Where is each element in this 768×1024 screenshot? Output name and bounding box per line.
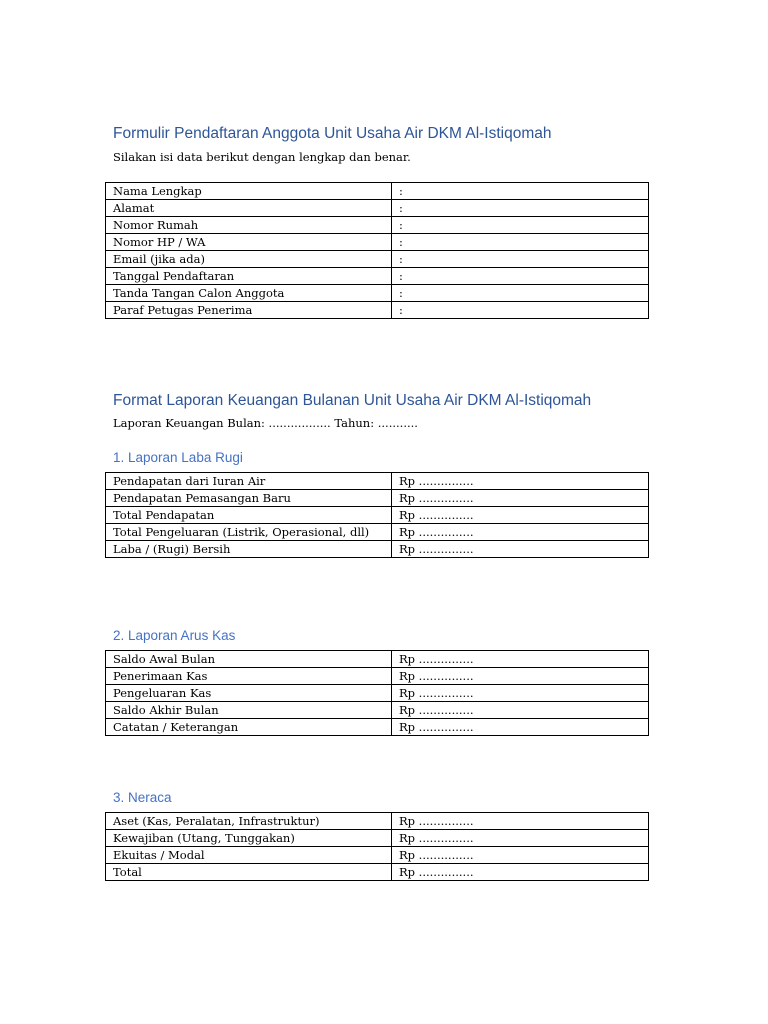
row-value[interactable]: Rp ............... (392, 473, 649, 490)
row-value[interactable]: Rp ............... (392, 847, 649, 864)
table-row (106, 651, 649, 668)
table-row (106, 830, 649, 847)
row-value[interactable]: Rp ............... (392, 830, 649, 847)
table-row (106, 302, 649, 319)
row-label: Laba / (Rugi) Bersih (106, 541, 392, 558)
registration-table (105, 182, 649, 319)
table-row (106, 507, 649, 524)
row-value[interactable]: Rp ............... (392, 668, 649, 685)
table-row (106, 719, 649, 736)
table-row (106, 813, 649, 830)
row-label: Catatan / Keterangan (106, 719, 392, 736)
form-subtitle: Silakan isi data berikut dengan lengkap dan benar. (113, 150, 411, 164)
table-row (106, 685, 649, 702)
field-label: Nama Lengkap (106, 183, 392, 200)
field-value[interactable]: : (392, 268, 649, 285)
table-row (106, 864, 649, 881)
table-row (106, 668, 649, 685)
row-label: Penerimaan Kas (106, 668, 392, 685)
table-row (106, 217, 649, 234)
field-value[interactable]: : (392, 217, 649, 234)
table-row (106, 268, 649, 285)
table-row (106, 234, 649, 251)
field-value[interactable]: : (392, 285, 649, 302)
row-label: Pendapatan Pemasangan Baru (106, 490, 392, 507)
neraca-heading: 3. Neraca (113, 790, 172, 805)
field-label: Paraf Petugas Penerima (106, 302, 392, 319)
report-period-line: Laporan Keuangan Bulan: ................. Tahun: ........... (113, 416, 418, 430)
row-value[interactable]: Rp ............... (392, 541, 649, 558)
table-row (106, 702, 649, 719)
row-value[interactable]: Rp ............... (392, 719, 649, 736)
field-label: Tanda Tangan Calon Anggota (106, 285, 392, 302)
laba-rugi-table (105, 472, 649, 558)
table-row (106, 200, 649, 217)
row-value[interactable]: Rp ............... (392, 490, 649, 507)
row-label: Ekuitas / Modal (106, 847, 392, 864)
table-row (106, 524, 649, 541)
neraca-table (105, 812, 649, 881)
laba-rugi-heading: 1. Laporan Laba Rugi (113, 450, 243, 465)
row-label: Total Pengeluaran (Listrik, Operasional, dll) (106, 524, 392, 541)
row-value[interactable]: Rp ............... (392, 702, 649, 719)
row-label: Total (106, 864, 392, 881)
field-label: Nomor HP / WA (106, 234, 392, 251)
field-value[interactable]: : (392, 183, 649, 200)
row-label: Pendapatan dari Iuran Air (106, 473, 392, 490)
field-value[interactable]: : (392, 234, 649, 251)
arus-kas-heading: 2. Laporan Arus Kas (113, 628, 236, 643)
field-label: Email (jika ada) (106, 251, 392, 268)
row-value[interactable]: Rp ............... (392, 813, 649, 830)
field-value[interactable]: : (392, 200, 649, 217)
row-label: Aset (Kas, Peralatan, Infrastruktur) (106, 813, 392, 830)
field-label: Tanggal Pendaftaran (106, 268, 392, 285)
row-value[interactable]: Rp ............... (392, 651, 649, 668)
arus-kas-table (105, 650, 649, 736)
row-label: Total Pendapatan (106, 507, 392, 524)
report-title: Format Laporan Keuangan Bulanan Unit Usaha Air DKM Al-Istiqomah (113, 392, 592, 409)
field-value[interactable]: : (392, 251, 649, 268)
row-value[interactable]: Rp ............... (392, 507, 649, 524)
row-value[interactable]: Rp ............... (392, 864, 649, 881)
table-row (106, 285, 649, 302)
table-row (106, 251, 649, 268)
row-value[interactable]: Rp ............... (392, 524, 649, 541)
field-label: Nomor Rumah (106, 217, 392, 234)
table-row (106, 183, 649, 200)
row-label: Pengeluaran Kas (106, 685, 392, 702)
table-row (106, 847, 649, 864)
table-row (106, 473, 649, 490)
row-value[interactable]: Rp ............... (392, 685, 649, 702)
row-label: Saldo Awal Bulan (106, 651, 392, 668)
field-label: Alamat (106, 200, 392, 217)
row-label: Saldo Akhir Bulan (106, 702, 392, 719)
table-row (106, 490, 649, 507)
field-value[interactable]: : (392, 302, 649, 319)
table-row (106, 541, 649, 558)
form-title: Formulir Pendaftaran Anggota Unit Usaha Air DKM Al-Istiqomah (113, 125, 552, 142)
row-label: Kewajiban (Utang, Tunggakan) (106, 830, 392, 847)
